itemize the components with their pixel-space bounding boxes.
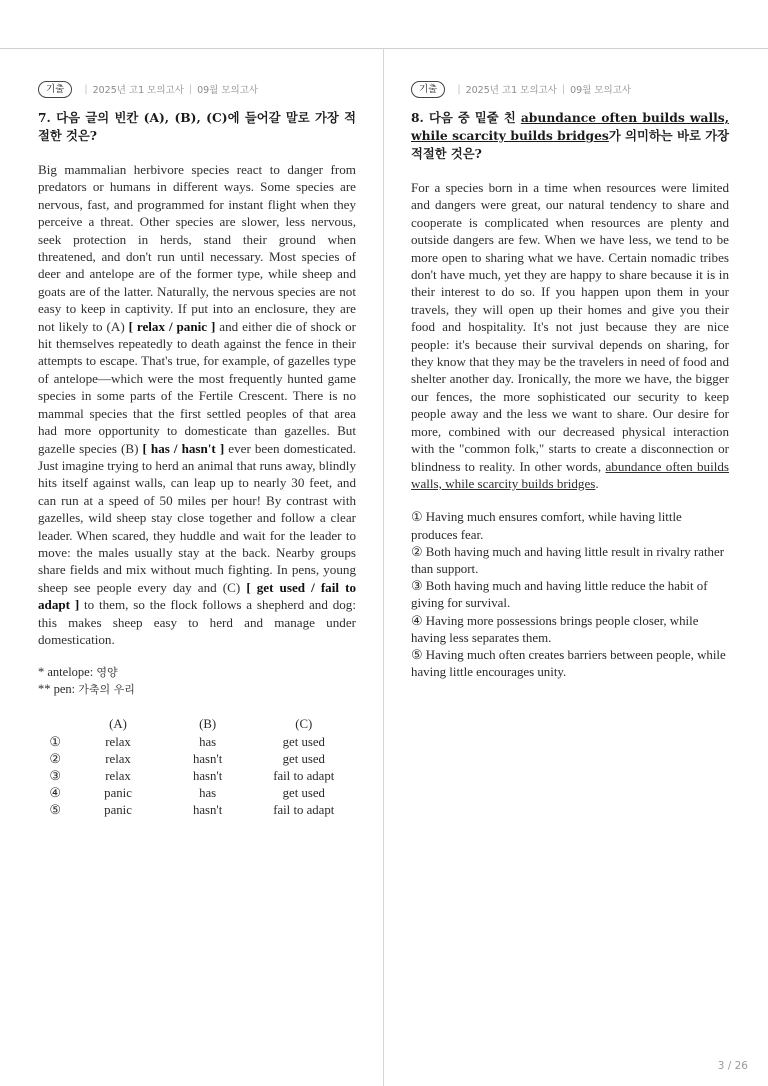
footnote: ** pen: 가축의 우리 <box>38 682 135 697</box>
choice-2[interactable]: ② Both having much and having little result in rivalry rather than support. <box>411 544 724 576</box>
table-row[interactable]: ① relax has get used <box>49 734 325 749</box>
question-8 <box>411 80 729 681</box>
q7-year: 2025년 고1 모의고사 <box>92 85 184 96</box>
table-header-row: (A) (B) (C) <box>109 717 313 732</box>
choice-3[interactable]: ③ Both having much and having little reduce the habit of giving for survival. <box>411 579 708 611</box>
table-row[interactable]: ④ panic has get used <box>49 786 325 801</box>
choice-4[interactable]: ④ Having more possessions brings people closer, while having less separates them. <box>411 613 699 645</box>
q7-footnotes <box>38 664 356 698</box>
blank-a: [ relax / panic ] <box>128 318 216 334</box>
blank-c: [ get used / fail to adapt ] <box>38 579 356 613</box>
q8-year: 2025년 고1 모의고사 <box>465 85 557 96</box>
footnote: * antelope: 영양 <box>38 665 118 680</box>
page-number: 3 / 26 <box>717 1060 748 1072</box>
table-row[interactable]: ⑤ panic hasn't fail to adapt <box>49 803 335 818</box>
q7-badge: 기출 <box>38 81 72 98</box>
q8-meta: 기출 | 2025년 고1 모의고사 | 09월 모의고사 <box>411 80 729 98</box>
column-divider <box>383 49 384 1086</box>
q8-badge: 기출 <box>411 81 445 98</box>
q8-underlined-phrase: abundance often builds walls, while scarcity builds bridges <box>411 458 730 491</box>
q7-meta: 기출 | 2025년 고1 모의고사 | 09월 모의고사 <box>38 80 356 98</box>
header-rule <box>0 48 768 49</box>
table-row[interactable]: ③ relax hasn't fail to adapt <box>49 768 335 783</box>
choice-1[interactable]: ① Having much ensures comfort, while having little produces fear. <box>411 510 682 542</box>
q8-title-underlined: abundance often builds walls, while scarcity builds bridges <box>411 110 729 143</box>
q8-title: 8. 다음 중 밑줄 친 abundance often builds walls, while scarcity builds bridges가 의미하는 바로 가장 적절한 것은? <box>411 110 729 161</box>
q7-passage: Big mammalian herbivore species react to danger from predators or humans in different ways. Some species are nervous, fast, and programmed for instant flight when they perceive a threat. Other species are slower, less nervous, seek protection in herds, stand their ground when threatened, and don't run until necessary. Most species of deer and antelope are of the former type, while sheep and goats are of the latter. Naturally, the nervous species are not easy to keep in captivity. If put into an enclosure, they are not likely to (A) [ relax / panic ] and either die of shock or hit themselves repeatedly to death against the fence in their attempts to escape. That's true, for example, of gazelles type of antelope—which were the most frequently hunted game species in some parts of the Fertile Crescent. There is no mammal species that the first settled peoples of that area had more opportunity to domesticate than gazelles. But gazelle species (B) [ has / hasn't ] ever been domesticated. Just imagine trying to herd an animal that runs away, blindly hits itself against walls, can leap up to nearly 30 feet, and can run at a speed of 50 miles per hour! By contrast with gazelles, wild sheep stay close together and follow a clear leader. When scared, they huddle and wait for the leader to move: the males usually stay at the back. Nearby groups share fields and mix without much fighting. In pens, young sheep see people every day and (C) [ get used / fail to adapt ] to them, so the flock follows a shepherd and dog: this makes sheep easy to herd and manage under domestication. <box>38 162 356 647</box>
q8-choices <box>411 509 729 681</box>
blank-b: [ has / hasn't ] <box>142 440 225 456</box>
q7-exam: 09월 모의고사 <box>197 85 259 96</box>
question-7 <box>38 80 356 820</box>
q7-answer-table <box>38 716 356 819</box>
q8-passage: For a species born in a time when resources were limited and dangers were great, our natural tendency to share and cooperate is complicated when resources are plenty and outside dangers are few. When we have less, we tend to be more open to sharing what we have. Certain nomadic tribes don't have much, yet they are happy to share because it is in their interest to do so. If you happen upon them in your travels, they will open up their homes and give you their food and hospitality. It's not just because they are nice people: it's because their survival depends on sharing, for they know that they may be the travelers in need of food and shelter another day. Ironically, the more we have, the bigger our fences, the more sophisticated our security to keep people away and the less we want to share. Our desire for more, combined with our decreased physical interaction with the "common folk," starts to create a disconnection or blindness to reality. In other words, abundance often builds walls, while scarcity builds bridges. <box>411 180 730 491</box>
table-row[interactable]: ② relax hasn't get used <box>49 751 325 766</box>
choice-5[interactable]: ⑤ Having much often creates barriers between people, while having little encourages unity. <box>411 647 726 680</box>
q7-title: 7. 다음 글의 빈칸 (A), (B), (C)에 들어갈 말로 가장 적절한 것은? <box>38 110 356 143</box>
q8-exam: 09월 모의고사 <box>570 85 632 96</box>
